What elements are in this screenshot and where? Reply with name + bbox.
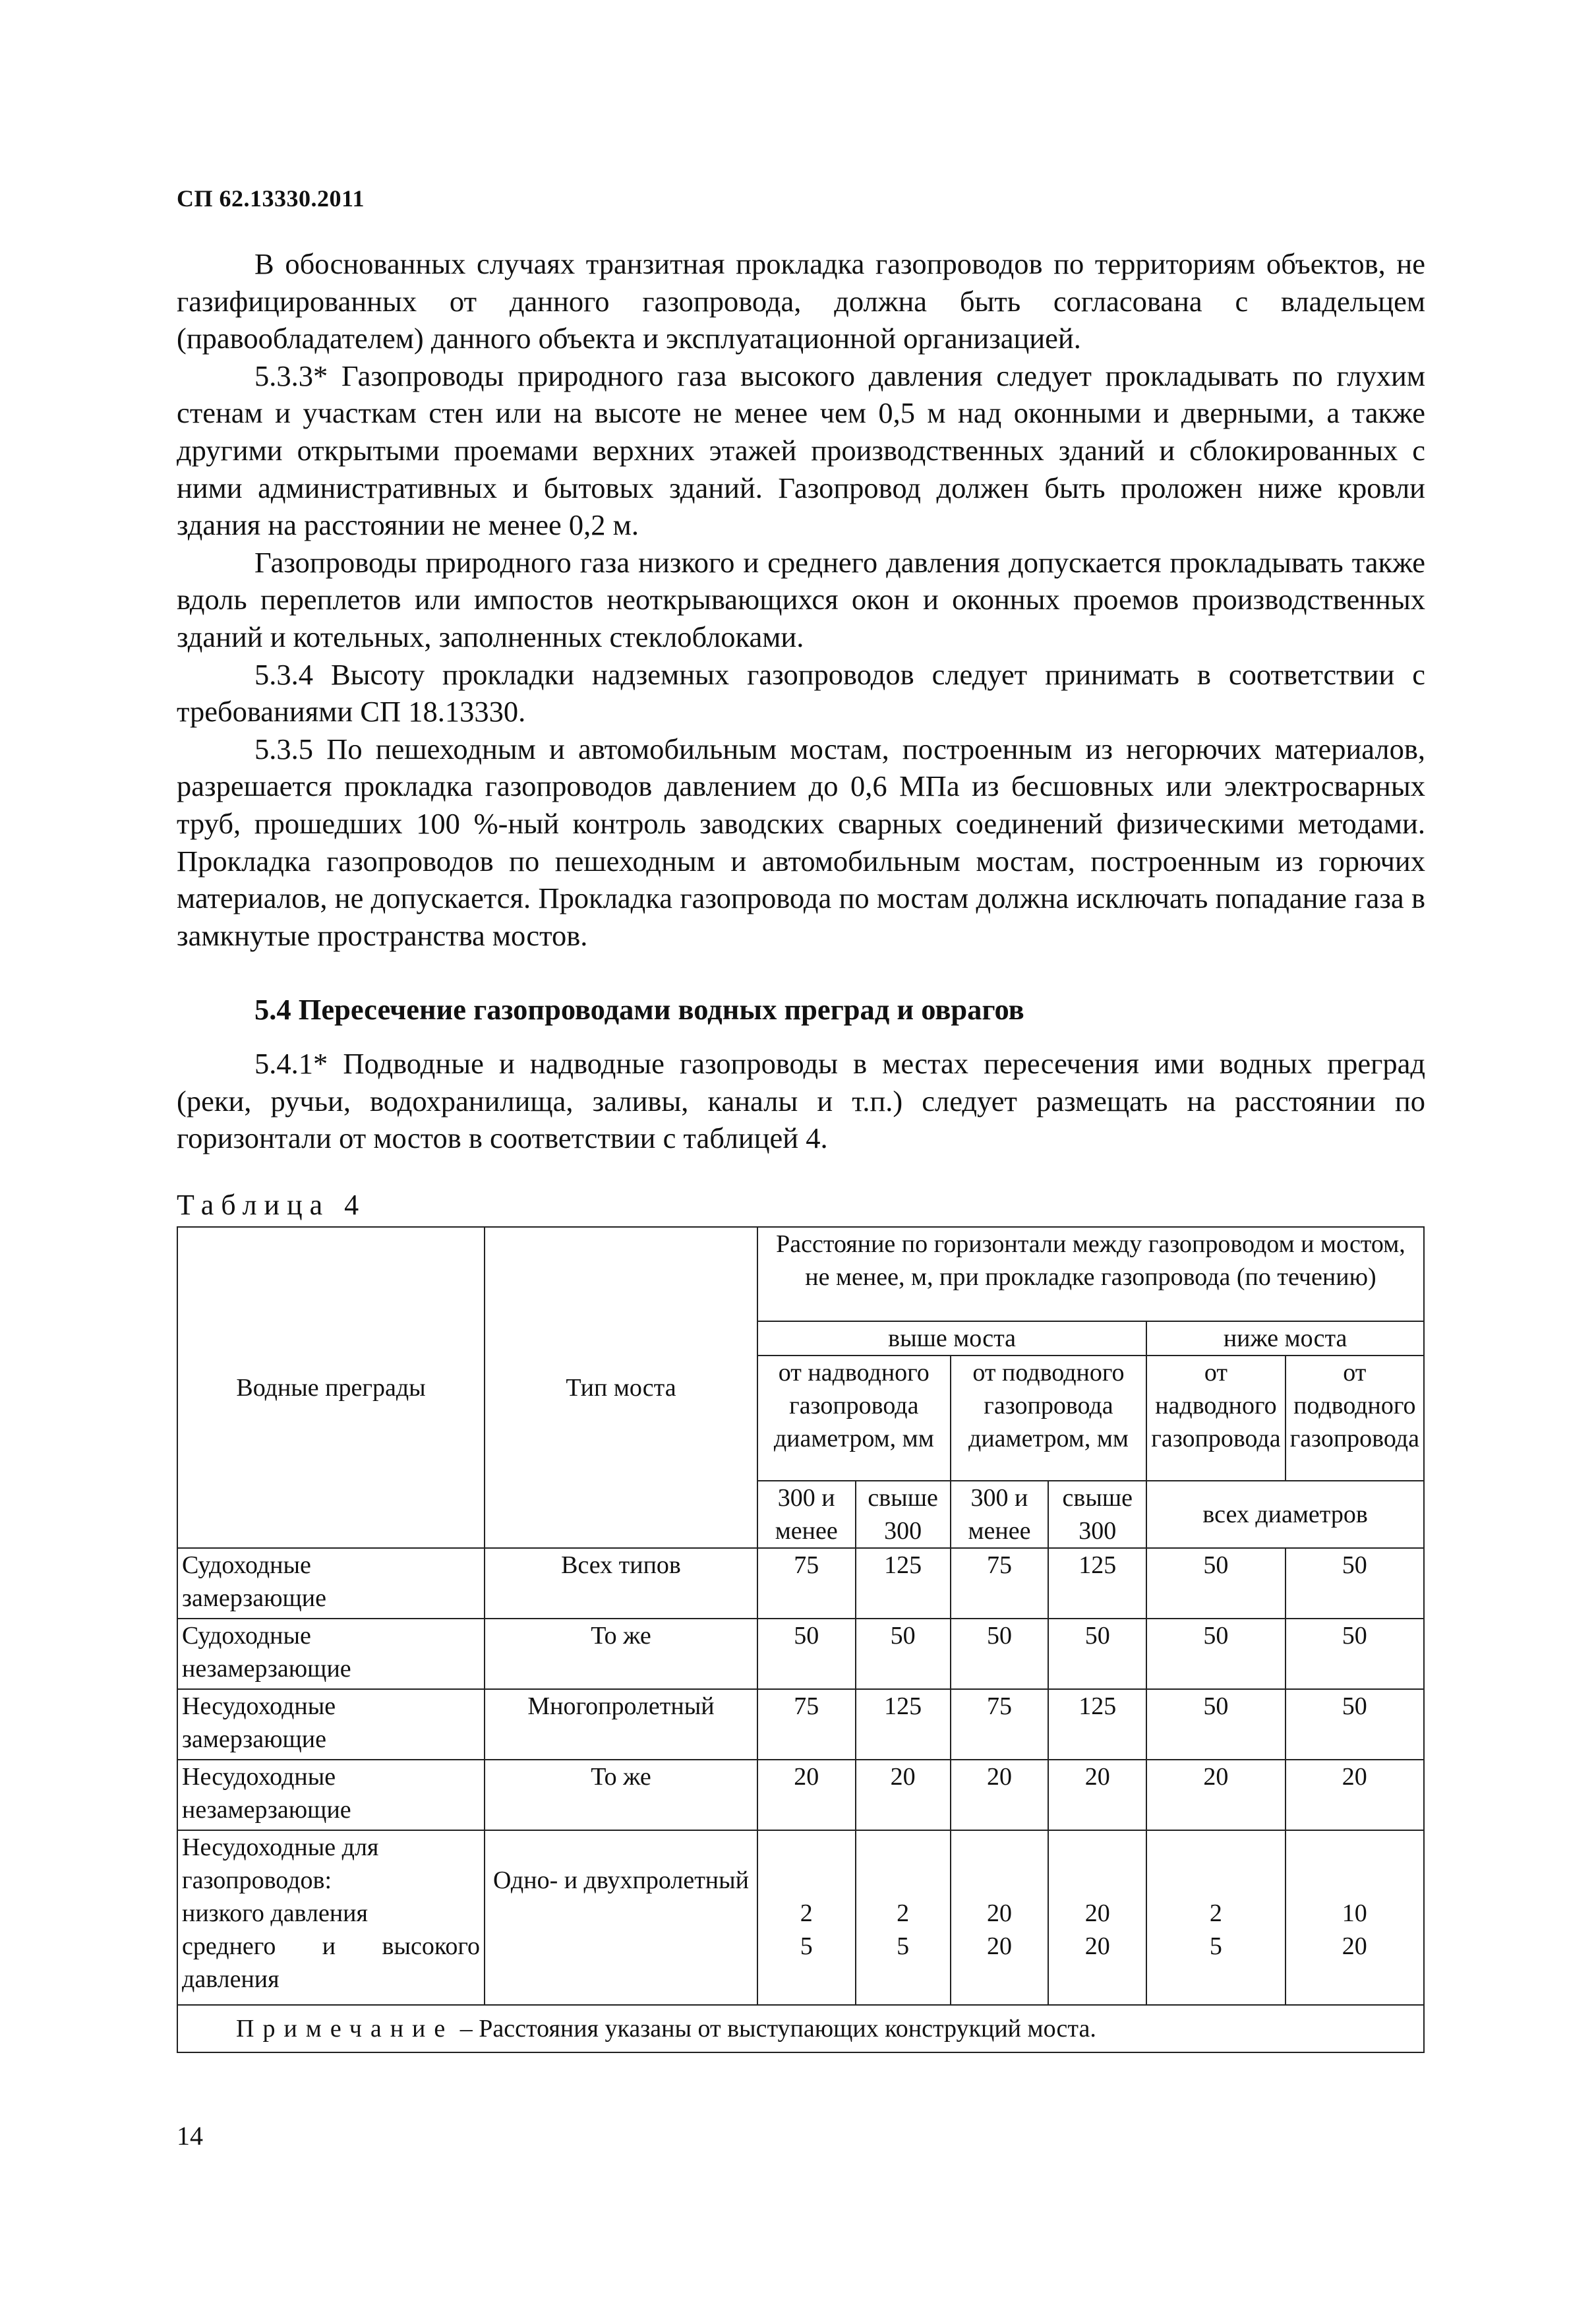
paragraph: Газопроводы природного газа низкого и среднего давления допускается прокладывать также вдоль переплетов или импостов неоткрывающихся окон и оконных проемов производственных зданий и котельных, заполненных стеклоблоками. <box>177 545 1425 653</box>
value-cell: 20 <box>1048 1760 1146 1830</box>
water-barrier: Несудоходные замерзающие <box>177 1689 485 1760</box>
paragraph: 5.3.4 Высоту прокладки надземных газопроводов следует принимать в соответствии с требованиями СП 18.13330. <box>177 657 1425 729</box>
table-caption: Таблица 4 <box>177 1189 367 1221</box>
value-cell: 2 5 <box>1146 1830 1285 2005</box>
value-cell: 75 <box>951 1689 1049 1760</box>
note-label: Примечание <box>236 2015 454 2043</box>
document-code: СП 62.13330.2011 <box>177 185 365 212</box>
value-cell: 10 20 <box>1286 1830 1424 2005</box>
value-cell: 50 <box>1286 1689 1424 1760</box>
water-barrier-title: Несудоходные для газопроводов: <box>182 1834 379 1894</box>
bridge-type: Всех типов <box>485 1548 757 1619</box>
paragraph: 5.4.1* Подводные и надводные газопроводы в местах пересечения ими водных преград (реки, ручьи, водохранилища, заливы, каналы и т.п.) следует размещать на расстоянии по горизонтали от мостов в соответствии с таблицей 4. <box>177 1047 1425 1155</box>
value-cell: 20 <box>856 1760 951 1830</box>
value-cell: 125 <box>856 1689 951 1760</box>
value-cell: 20 <box>951 1760 1049 1830</box>
value-cell: 20 20 <box>951 1830 1049 2005</box>
paragraph: 5.3.3* Газопроводы природного газа высокого давления следует прокладывать по глухим стенам и участкам стен или на высоте не менее чем 0,5 м над оконными и дверными, а также другими открытыми проемами верхних этажей производственных зданий и сблокированных с ними административных и бытовых зданий. Газопровод должен быть проложен ниже кровли здания на расстоянии не менее 0,2 м. <box>177 359 1425 542</box>
table-row <box>177 1689 1424 1760</box>
water-barrier <box>177 1830 485 2005</box>
bridge-type: Одно- и двухпролетный <box>485 1830 757 2005</box>
header-le300: 300 и менее <box>757 1481 856 1548</box>
value-cell: 50 <box>1286 1619 1424 1689</box>
bridge-type: То же <box>485 1760 757 1830</box>
header-above-bridge: выше моста <box>757 1321 1146 1356</box>
header-below-overwater: от надводного газопровода <box>1146 1356 1285 1481</box>
value-cell: 50 <box>1048 1619 1146 1689</box>
header-water: Водные преграды <box>177 1227 485 1548</box>
water-barrier: Судоходные замерзающие <box>177 1548 485 1619</box>
value-cell: 75 <box>757 1689 856 1760</box>
value-cell: 50 <box>757 1619 856 1689</box>
value-cell: 2 5 <box>757 1830 856 2005</box>
table-row <box>177 1619 1424 1689</box>
value-cell: 50 <box>951 1619 1049 1689</box>
header-all-diameters: всех диаметров <box>1146 1481 1424 1548</box>
body-text <box>177 245 1425 954</box>
value-cell: 50 <box>1146 1548 1285 1619</box>
value-cell: 50 <box>1146 1689 1285 1760</box>
header-below-bridge: ниже моста <box>1146 1321 1424 1356</box>
distance-table <box>177 1226 1425 2053</box>
value-cell: 50 <box>1146 1619 1285 1689</box>
header-le300: 300 и менее <box>951 1481 1049 1548</box>
value-cell: 20 <box>1286 1760 1424 1830</box>
value-cell: 125 <box>856 1548 951 1619</box>
header-bridge: Тип моста <box>485 1227 757 1548</box>
water-barrier-low: низкого давления <box>182 1899 368 1927</box>
water-barrier: Судоходные незамерзающие <box>177 1619 485 1689</box>
value-cell: 2 5 <box>856 1830 951 2005</box>
value-cell: 20 20 <box>1048 1830 1146 2005</box>
water-barrier: Несудоходные незамерзающие <box>177 1760 485 1830</box>
value-cell: 125 <box>1048 1689 1146 1760</box>
value-cell: 75 <box>757 1548 856 1619</box>
header-gt300: свыше 300 <box>1048 1481 1146 1548</box>
header-gt300: свыше 300 <box>856 1481 951 1548</box>
value-cell: 50 <box>1286 1548 1424 1619</box>
value-cell: 125 <box>1048 1548 1146 1619</box>
value-cell: 75 <box>951 1548 1049 1619</box>
value-cell: 20 <box>757 1760 856 1830</box>
page-number: 14 <box>177 2121 203 2151</box>
section-heading: 5.4 Пересечение газопроводами водных преград и оврагов <box>254 993 1024 1026</box>
section-text <box>177 1045 1425 1157</box>
table-row <box>177 1760 1424 1830</box>
table-note <box>177 2005 1424 2052</box>
table-row <box>177 1548 1424 1619</box>
bridge-type: То же <box>485 1619 757 1689</box>
header-below-underwater: от подводного газопровода <box>1286 1356 1424 1481</box>
header-above-underwater: от подводного газопровода диаметром, мм <box>951 1356 1147 1481</box>
water-barrier-mid: среднего и высокого давления <box>182 1932 481 1993</box>
table-row <box>177 1830 1424 2005</box>
value-cell: 20 <box>1146 1760 1285 1830</box>
value-cell: 50 <box>856 1619 951 1689</box>
header-above-overwater: от надводного газопровода диаметром, мм <box>757 1356 951 1481</box>
header-distance-group: Расстояние по горизонтали между газопроводом и мостом, не менее, м, при прокладке газопровода (по течению) <box>757 1227 1424 1321</box>
table-note-row <box>177 2005 1424 2052</box>
note-text: – Расстояния указаны от выступающих конструкций моста. <box>459 2015 1096 2043</box>
bridge-type: Многопролетный <box>485 1689 757 1760</box>
paragraph: 5.3.5 По пешеходным и автомобильным мостам, построенным из негорючих материалов, разрешается прокладка газопроводов давлением до 0,6 МПа из бесшовных или электросварных труб, прошедших 100 %-ный контроль заводских сварных соединений физическими методами. Прокладка газопроводов по пешеходным и автомобильным мостам, построенным из горючих материалов, не допускается. Прокладка газопровода по мостам должна исключать попадание газа в замкнутые пространства мостов. <box>177 732 1425 952</box>
paragraph: В обоснованных случаях транзитная прокладка газопроводов по территориям объектов, не газифицированных от данного газопровода, должна быть согласована с владельцем (правообладателем) данного объекта и эксплуатационной организацией. <box>177 247 1425 355</box>
